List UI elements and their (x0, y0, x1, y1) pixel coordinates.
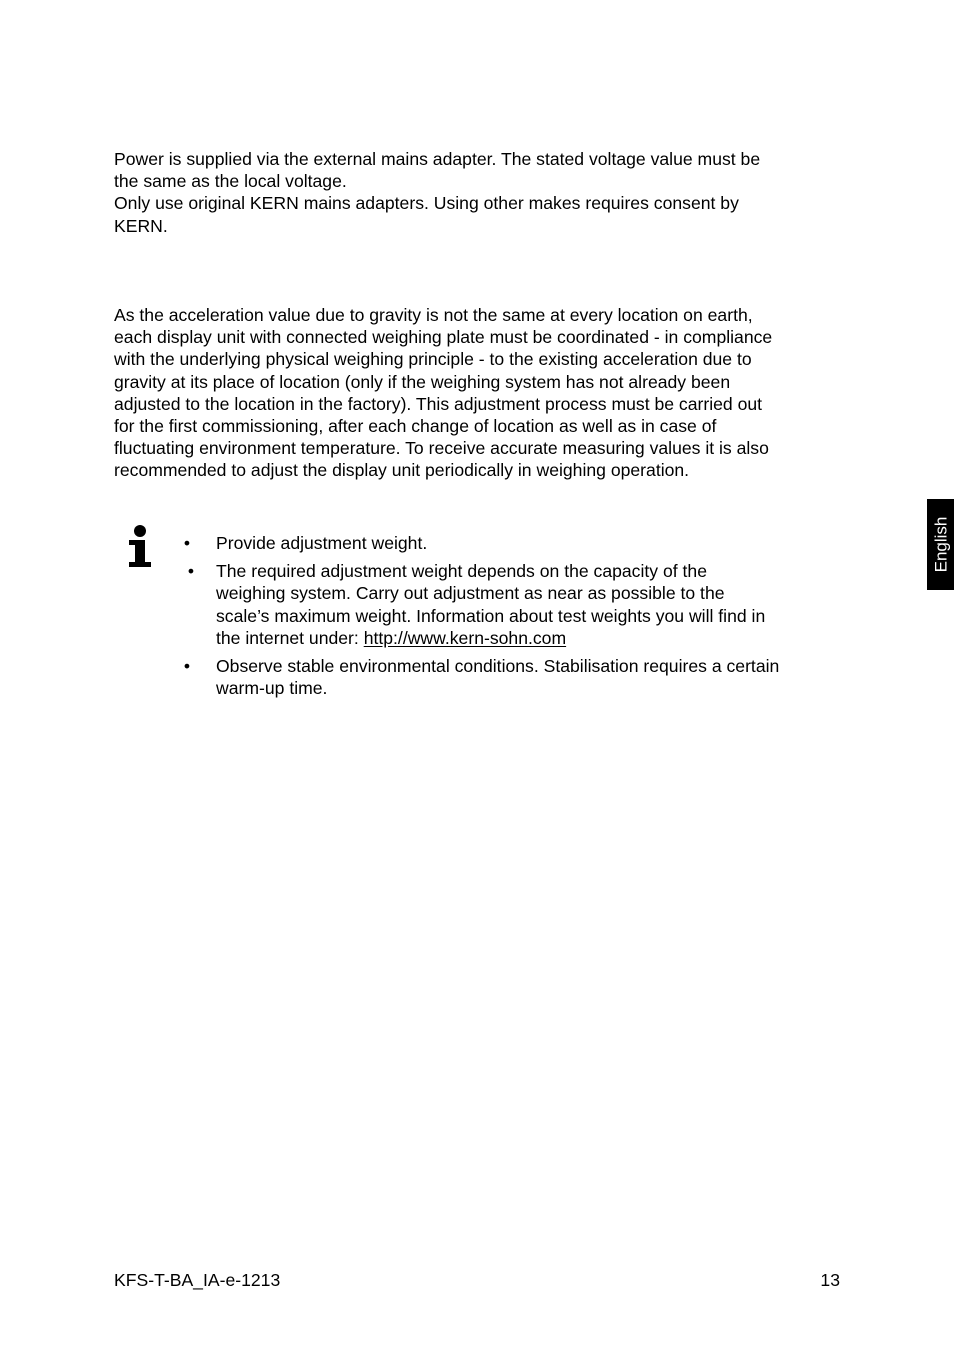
adjustment-paragraph-line: gravity at its place of location (only if the weighing system has not already been (114, 371, 731, 392)
bullet-symbol: • (183, 656, 191, 677)
list-item (180, 532, 850, 554)
adjustment-paragraph-line: with the underlying physical weighing principle - to the existing acceleration due to (114, 349, 752, 370)
adjustment-paragraph-line: for the first commissioning, after each change of location as well as in case of (114, 416, 717, 437)
power-paragraph-line: Power is supplied via the external mains adapter. The stated voltage value must be (114, 149, 761, 169)
list-item-line: Observe stable environmental conditions. Stabilisation requires a certain (216, 656, 780, 677)
footer-document-code: KFS-T-BA_IA-e-1213 (114, 1270, 281, 1290)
list-item-line: scale’s maximum weight. Information about test weights you will find in (216, 605, 766, 626)
power-paragraph-line: Only use original KERN mains adapters. Using other makes requires consent by (114, 193, 739, 214)
bullet-symbol: • (183, 533, 191, 553)
adjustment-notes-list (180, 532, 850, 705)
adjustment-paragraph-line: adjusted to the location in the factory). This adjustment process must be carried out (114, 393, 763, 414)
list-item-line: The required adjustment weight depends on the capacity of the (216, 561, 707, 582)
info-icon (126, 524, 156, 570)
list-item (180, 560, 850, 649)
adjustment-paragraph-line: fluctuating environment temperature. To receive accurate measuring values it is also (114, 438, 769, 459)
adjustment-paragraph-line: each display unit with connected weighing plate must be coordinated - in compliance (114, 327, 773, 348)
list-item-line: weighing system. Carry out adjustment as near as possible to the (216, 583, 725, 604)
adjustment-paragraph-line: recommended to adjust the display unit periodically in weighing operation. (114, 460, 690, 481)
adjustment-paragraph (114, 304, 844, 482)
power-paragraph-line: the same as the local voltage. (114, 171, 347, 192)
language-tab (927, 499, 954, 590)
power-supply-paragraph (114, 148, 844, 237)
list-item-line (216, 627, 850, 649)
power-paragraph-line: KERN. (114, 215, 168, 236)
language-tab-label: English (931, 516, 951, 573)
list-item (180, 655, 850, 699)
list-item-line: warm-up time. (216, 678, 328, 699)
footer-page-number: 13 (820, 1270, 840, 1290)
list-item-line: Provide adjustment weight. (216, 533, 428, 553)
link-prefix-text: the internet under: (216, 627, 364, 648)
kern-website-link[interactable]: http://www.kern-sohn.com (363, 627, 567, 648)
bullet-symbol: • (187, 561, 195, 582)
adjustment-paragraph-line: As the acceleration value due to gravity is not the same at every location on earth, (114, 305, 753, 325)
